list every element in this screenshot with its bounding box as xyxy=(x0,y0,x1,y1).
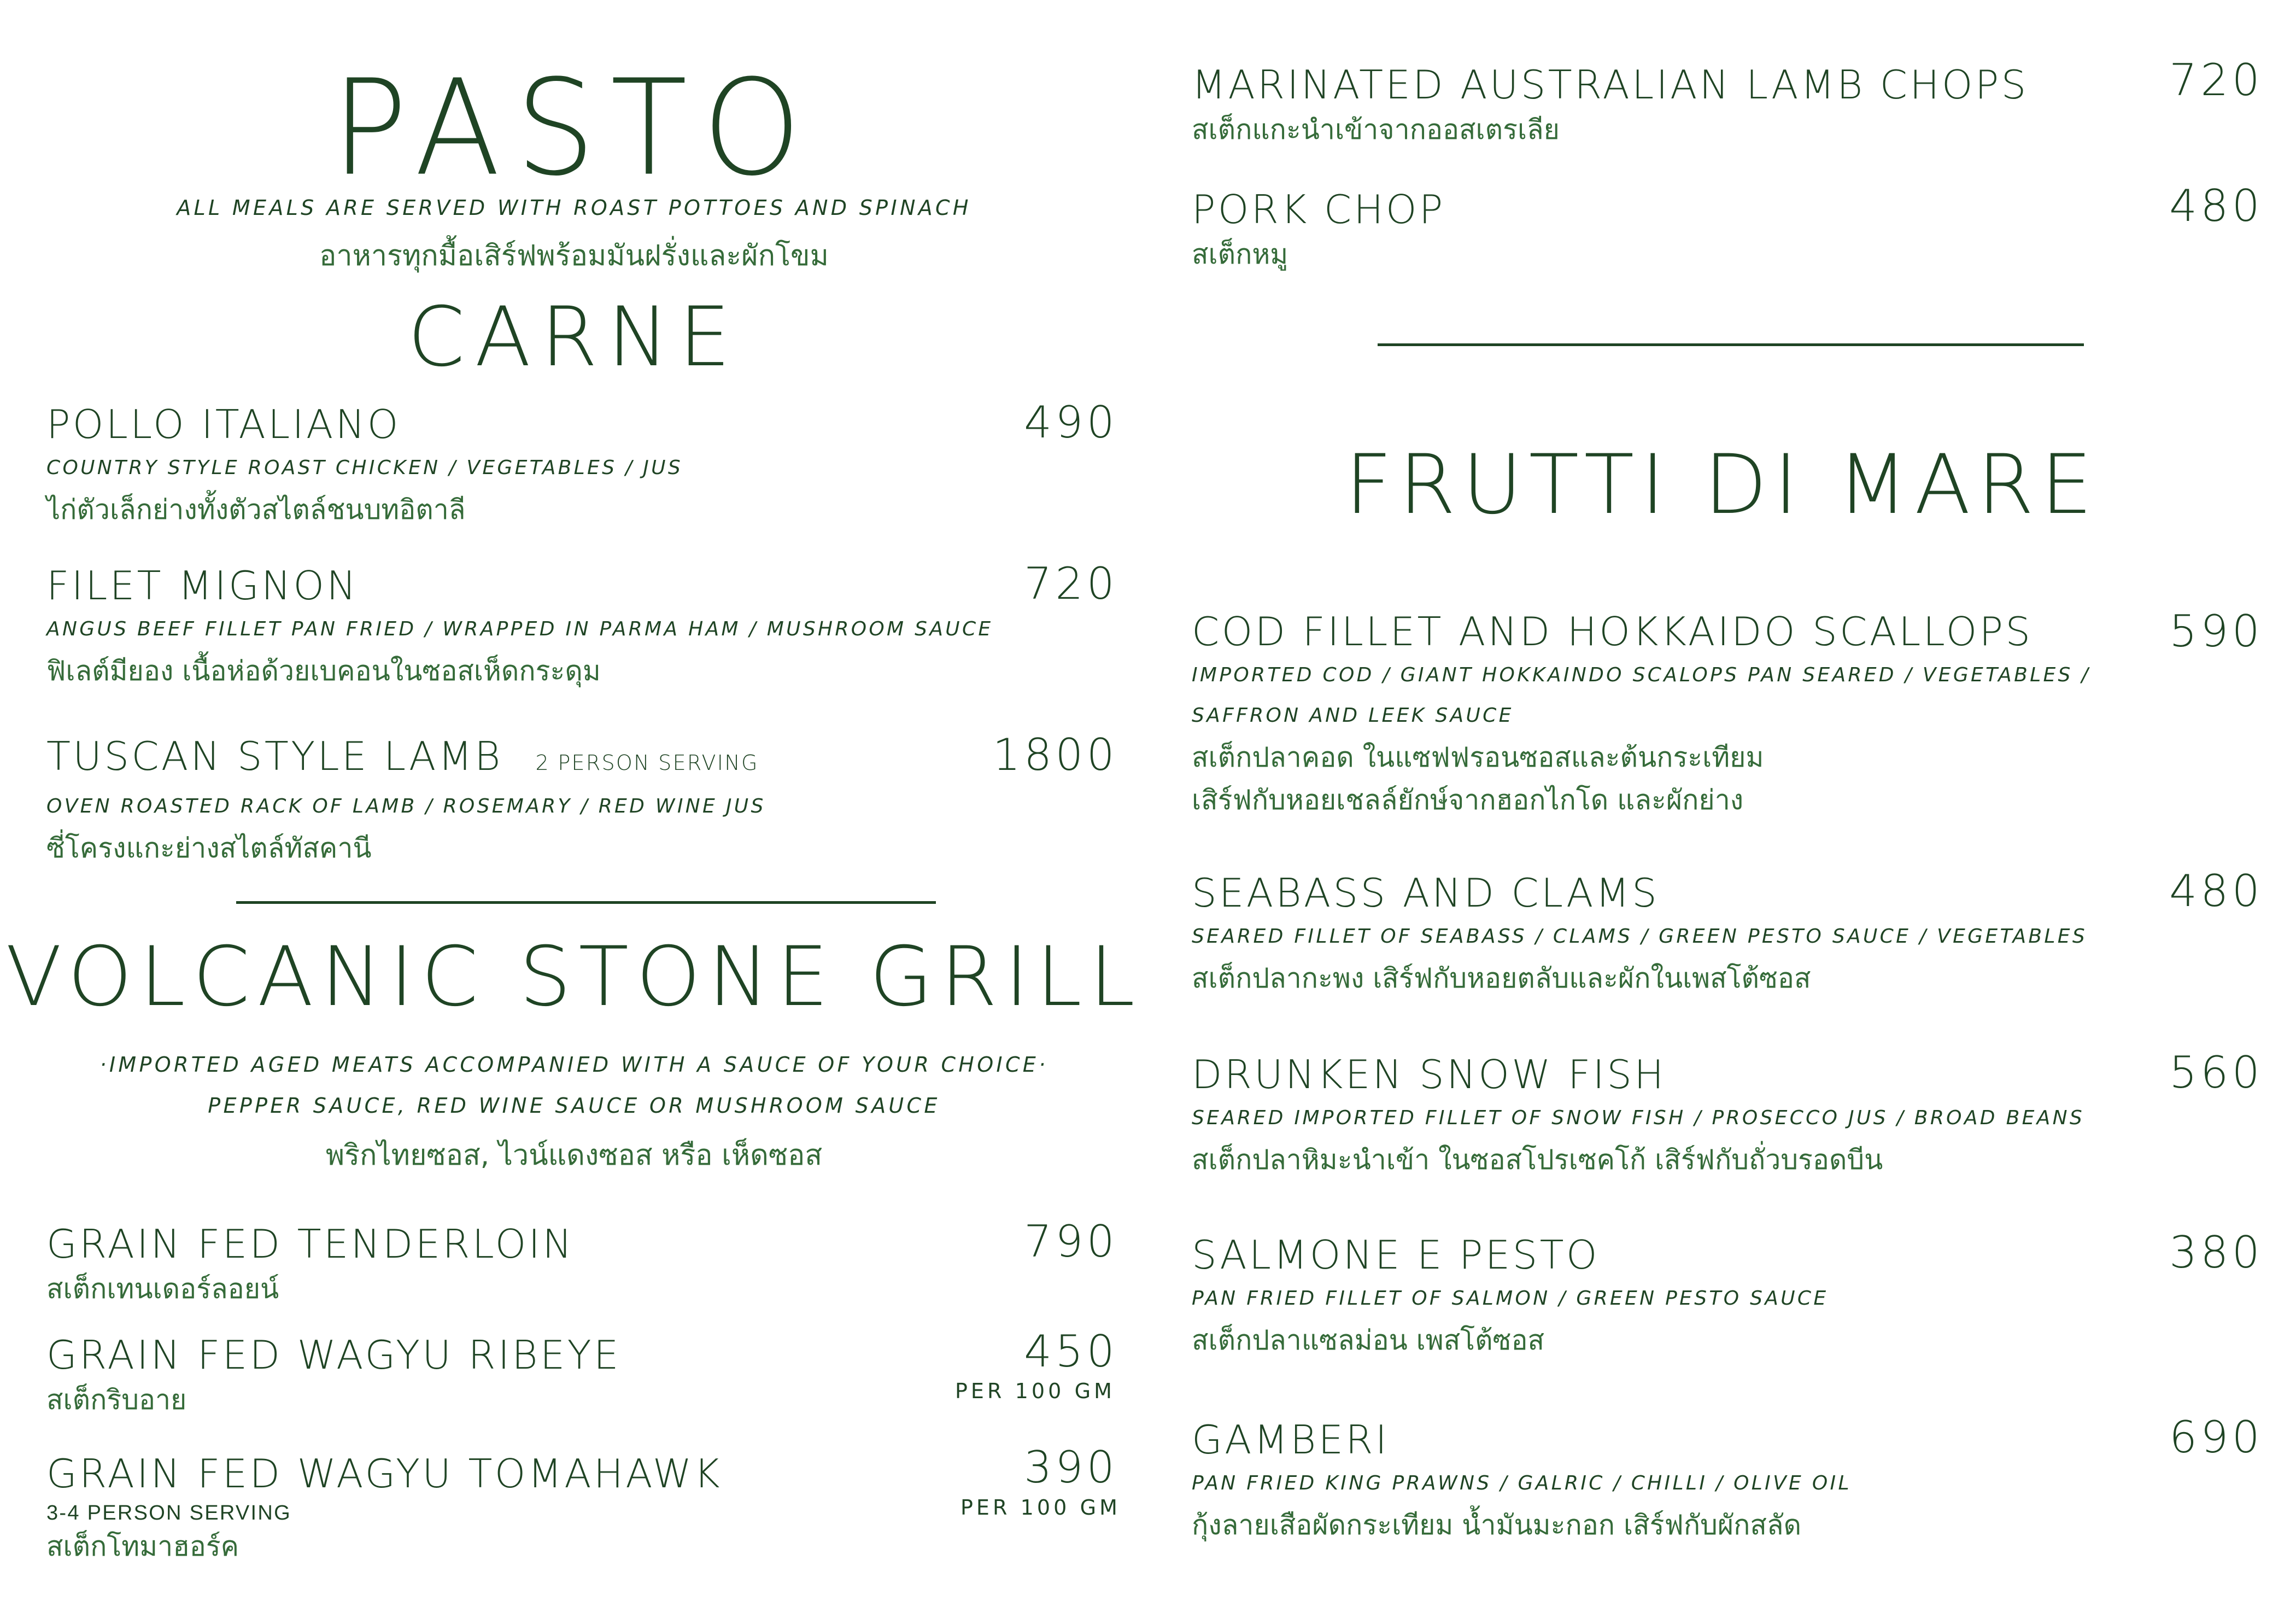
item-thai: ไก่ตัวเล็กย่างทั้งตัวสไตล์ชนบทอิตาลี xyxy=(46,494,466,525)
volcanic-sub2: PEPPER SAUCE, RED WINE SAUCE OR MUSHROOM SAUCE xyxy=(208,1094,940,1118)
item-thai: สเต็กปลาหิมะนำเข้า ในซอสโปรเซคโก้ เสิร์ฟกับถั่วบรอดบีน xyxy=(1192,1144,1883,1176)
item-thai: สเต็กปลากะพง เสิร์ฟกับหอยตลับและผักในเพสโต้ซอส xyxy=(1192,962,1811,994)
item-thai: สเต็กปลาคอด ในแซฟฟรอนซอสและต้นกระเทียม xyxy=(1192,741,1764,773)
item-price: 480 xyxy=(2169,866,2263,916)
item-desc: SEARED FILLET OF SEABASS / CLAMS / GREEN PESTO SAUCE / VEGETABLES xyxy=(1192,925,2088,948)
item-name: SALMONE E PESTO xyxy=(1192,1232,1600,1278)
item-name: FILET MIGNON xyxy=(46,563,359,609)
item-desc: PAN FRIED KING PRAWNS / GALRIC / CHILLI / OLIVE OIL xyxy=(1192,1472,1852,1494)
item-thai: สเต็กปลาแซลม่อน เพสโต้ซอส xyxy=(1192,1324,1545,1356)
pasto-subtitle-en: ALL MEALS ARE SERVED WITH ROAST POTTOES AND SPINACH xyxy=(177,196,971,220)
item-price: 720 xyxy=(2169,55,2263,106)
divider xyxy=(236,901,936,904)
item-thai: สเต็กโทมาฮอร์ค xyxy=(46,1530,239,1562)
item-thai: ซี่โครงแกะย่างสไตล์ทัสคานี xyxy=(46,832,372,864)
item-desc: ANGUS BEEF FILLET PAN FRIED / WRAPPED IN PARMA HAM / MUSHROOM SAUCE xyxy=(46,618,993,640)
item-price: 390 xyxy=(1024,1442,1118,1493)
item-thai: สเต็กหมู xyxy=(1192,238,1288,270)
pasto-subtitle-th: อาหารทุกมื้อเสิร์ฟพร้อมมันฝรั่งและผักโขม xyxy=(319,239,829,272)
item-price: 720 xyxy=(1024,558,1118,609)
item-name: MARINATED AUSTRALIAN LAMB CHOPS xyxy=(1192,62,2029,108)
item-note: 3-4 PERSON SERVING xyxy=(46,1502,291,1524)
item-per-unit: PER 100 GM xyxy=(960,1496,1121,1520)
item-name: GRAIN FED WAGYU TOMAHAWK xyxy=(46,1451,722,1497)
item-desc: OVEN ROASTED RACK OF LAMB / ROSEMARY / RED WINE JUS xyxy=(46,795,766,817)
item-desc: COUNTRY STYLE ROAST CHICKEN / VEGETABLES / JUS xyxy=(46,457,683,479)
volcanic-sub1: ·IMPORTED AGED MEATS ACCOMPANIED WITH A SAUCE OF YOUR CHOICE· xyxy=(99,1053,1049,1077)
item-price: 690 xyxy=(2169,1412,2263,1463)
item-price: 790 xyxy=(1024,1216,1118,1267)
item-thai: สเต็กเทนเดอร์ลอยน์ xyxy=(46,1273,279,1305)
item-desc-2: SAFFRON AND LEEK SAUCE xyxy=(1192,704,1514,727)
item-thai: ฟิเลต์มียอง เนื้อห่อด้วยเบคอนในซอสเห็ดกระดุม xyxy=(46,655,601,687)
item-price: 450 xyxy=(1024,1326,1118,1377)
frutti-title: FRUTTI DI MARE xyxy=(1345,437,2099,533)
item-name: DRUNKEN SNOW FISH xyxy=(1192,1051,1666,1097)
item-name: GAMBERI xyxy=(1192,1417,1390,1463)
item-price: 560 xyxy=(2169,1047,2263,1098)
item-name: SEABASS AND CLAMS xyxy=(1192,870,1660,916)
carne-title: CARNE xyxy=(407,290,741,385)
pasto-title: PASTO xyxy=(331,52,817,206)
item-price: 490 xyxy=(1024,397,1118,448)
item-thai-2: เสิร์ฟกับหอยเชลล์ยักษ์จากฮอกไกโด และผักย่าง xyxy=(1192,784,1744,816)
item-price: 380 xyxy=(2169,1227,2263,1278)
volcanic-sub-th: พริกไทยซอส, ไวน์แดงซอส หรือ เห็ดซอส xyxy=(325,1139,823,1172)
item-name: TUSCAN STYLE LAMB 2 PERSON SERVING xyxy=(46,733,759,779)
item-desc: SEARED IMPORTED FILLET OF SNOW FISH / PROSECCO JUS / BROAD BEANS xyxy=(1192,1107,2085,1129)
item-name: GRAIN FED TENDERLOIN xyxy=(46,1221,575,1267)
item-name: PORK CHOP xyxy=(1192,186,1445,232)
item-price: 1800 xyxy=(992,729,1118,780)
volcanic-title: VOLCANIC STONE GRILL xyxy=(5,930,1143,1025)
item-note: 2 PERSON SERVING xyxy=(535,751,759,775)
item-name: COD FILLET AND HOKKAIDO SCALLOPS xyxy=(1192,609,2033,655)
item-desc: IMPORTED COD / GIANT HOKKAINDO SCALOPS PAN SEARED / VEGETABLES / xyxy=(1192,664,2090,686)
item-price: 480 xyxy=(2169,180,2263,231)
item-desc: PAN FRIED FILLET OF SALMON / GREEN PESTO SAUCE xyxy=(1192,1287,1829,1310)
item-price: 590 xyxy=(2169,606,2263,657)
item-name: POLLO ITALIANO xyxy=(46,401,401,447)
item-per-unit: PER 100 GM xyxy=(954,1379,1115,1403)
divider xyxy=(1378,343,2084,346)
item-thai: สเต็กแกะนำเข้าจากออสเตรเลีย xyxy=(1192,114,1560,145)
item-name: GRAIN FED WAGYU RIBEYE xyxy=(46,1332,621,1378)
item-thai: กุ้งลายเสือผัดกระเทียม น้ำมันมะกอก เสิร์ฟกับผักสลัด xyxy=(1192,1509,1802,1541)
item-thai: สเต็กริบอาย xyxy=(46,1384,187,1416)
